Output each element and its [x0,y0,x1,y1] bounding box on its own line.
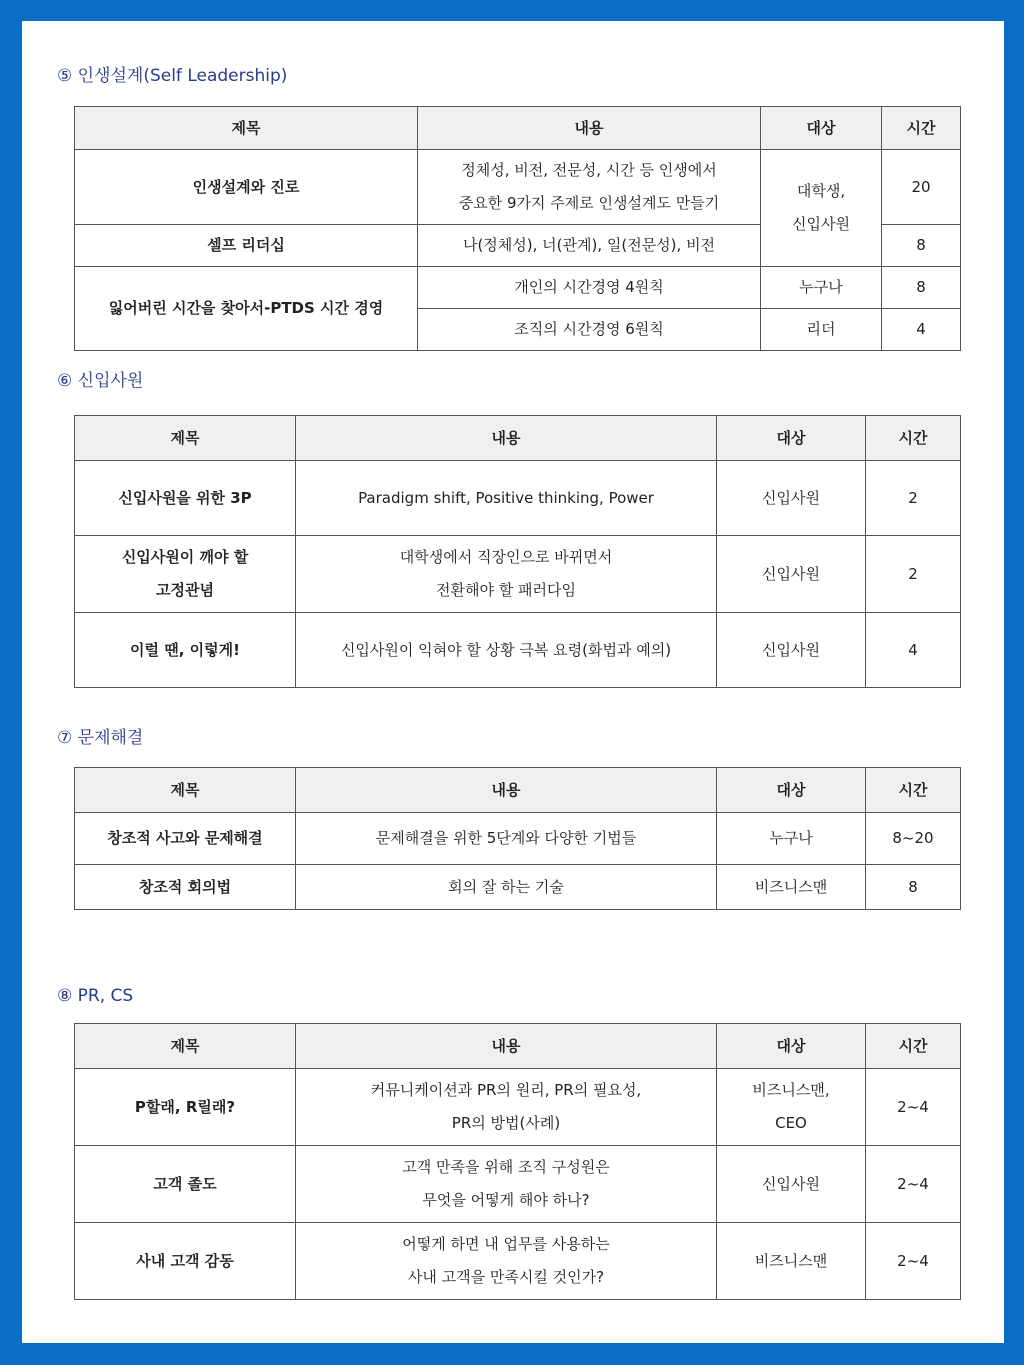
table-header-row [75,416,961,461]
content-line: 사내 고객을 만족시킬 것인가? [407,1268,605,1286]
section-7-heading: ⑦ 문제해결 [57,728,144,748]
row-target: 누구나 [717,813,866,865]
table-row [75,1223,961,1300]
row-time: 20 [882,150,961,225]
content-line: 어떻게 하면 내 업무를 사용하는 [402,1235,610,1253]
table-row [75,1069,961,1146]
section-8-heading: ⑧ PR, CS [57,986,134,1006]
header-target: 대상 [761,107,882,150]
row-time: 8 [882,225,961,267]
content-line: 중요한 9가지 주제로 인생설계도 만들기 [458,194,720,212]
content-line: 대학생에서 직장인으로 바뀌면서 [399,548,613,566]
table-header-row [75,1024,961,1069]
row-target: 신입사원 [717,536,866,613]
row-time: 2~4 [866,1069,961,1146]
header-content: 내용 [296,416,717,461]
row-time: 2 [866,536,961,613]
row-title: 창조적 사고와 문제해결 [75,813,296,865]
row-time: 8 [866,865,961,910]
title-line: 신입사원이 깨야 할 [121,548,249,566]
table-row [75,536,961,613]
row-title: P할래, R릴래? [75,1069,296,1146]
row-target: 비즈니스맨 [717,865,866,910]
row-target [717,1069,866,1146]
row-title: 이럴 땐, 이렇게! [75,613,296,688]
content-line: 정체성, 비전, 전문성, 시간 등 인생에서 [461,161,717,179]
table-row [75,267,961,309]
content-line: 무엇을 어떻게 해야 하나? [422,1191,590,1209]
row-title: 셀프 리더십 [75,225,418,267]
section-6-table [74,415,961,688]
row-content [296,1223,717,1300]
row-title: 창조적 회의법 [75,865,296,910]
table-row [75,865,961,910]
row-target: 비즈니스맨 [717,1223,866,1300]
header-content: 내용 [296,768,717,813]
row-content: 문제해결을 위한 5단계와 다양한 기법들 [296,813,717,865]
row-time: 4 [866,613,961,688]
row-target: 신입사원 [717,1146,866,1223]
section-6-heading: ⑥ 신입사원 [57,371,144,391]
header-time: 시간 [866,768,961,813]
row-title [75,536,296,613]
header-target: 대상 [717,416,866,461]
row-content [418,150,761,225]
title-line: 고정관념 [156,581,214,599]
content-line: PR의 방법(사례) [451,1114,561,1132]
row-target: 리더 [761,309,882,351]
table-row [75,813,961,865]
header-time: 시간 [882,107,961,150]
table-row [75,461,961,536]
row-content: 회의 잘 하는 기술 [296,865,717,910]
row-time: 2~4 [866,1146,961,1223]
section-8-table [74,1023,961,1300]
header-time: 시간 [866,1024,961,1069]
row-content: Paradigm shift, Positive thinking, Power [296,461,717,536]
target-line: CEO [775,1114,807,1132]
row-title: 고객 졸도 [75,1146,296,1223]
row-content: 개인의 시간경영 4원칙 [418,267,761,309]
row-target: 신입사원 [717,613,866,688]
header-title: 제목 [75,1024,296,1069]
target-line: 비즈니스맨, [752,1081,830,1099]
header-content: 내용 [296,1024,717,1069]
section-5-heading: ⑤ 인생설계(Self Leadership) [57,66,288,86]
row-content: 나(정체성), 너(관계), 일(전문성), 비전 [418,225,761,267]
row-target: 신입사원 [717,461,866,536]
section-7-table [74,767,961,910]
header-title: 제목 [75,416,296,461]
row-content [296,1069,717,1146]
row-content [296,1146,717,1223]
row-content: 조직의 시간경영 6원칙 [418,309,761,351]
header-title: 제목 [75,107,418,150]
header-target: 대상 [717,1024,866,1069]
table-header-row [75,768,961,813]
header-target: 대상 [717,768,866,813]
document-page [22,21,1004,1343]
row-time: 4 [882,309,961,351]
header-title: 제목 [75,768,296,813]
content-line: 고객 만족을 위해 조직 구성원은 [402,1158,610,1176]
row-title: 잃어버린 시간을 찾아서-PTDS 시간 경영 [75,267,418,351]
row-time: 2~4 [866,1223,961,1300]
table-row [75,613,961,688]
row-time: 8~20 [866,813,961,865]
row-content: 신입사원이 익혀야 할 상황 극복 요령(화법과 예의) [296,613,717,688]
target-line: 신입사원 [792,215,850,233]
row-time: 2 [866,461,961,536]
table-row [75,150,961,225]
table-header-row [75,107,961,150]
row-content [296,536,717,613]
table-row [75,1146,961,1223]
row-title: 인생설계와 진로 [75,150,418,225]
row-time: 8 [882,267,961,309]
header-content: 내용 [418,107,761,150]
row-title: 사내 고객 감동 [75,1223,296,1300]
row-title: 신입사원을 위한 3P [75,461,296,536]
section-5-table [74,106,961,351]
row-target [761,150,882,267]
target-line: 대학생, [796,182,846,200]
header-time: 시간 [866,416,961,461]
content-line: 커뮤니케이션과 PR의 원리, PR의 필요성, [370,1081,642,1099]
row-target: 누구나 [761,267,882,309]
content-line: 전환해야 할 패러다임 [436,581,576,599]
